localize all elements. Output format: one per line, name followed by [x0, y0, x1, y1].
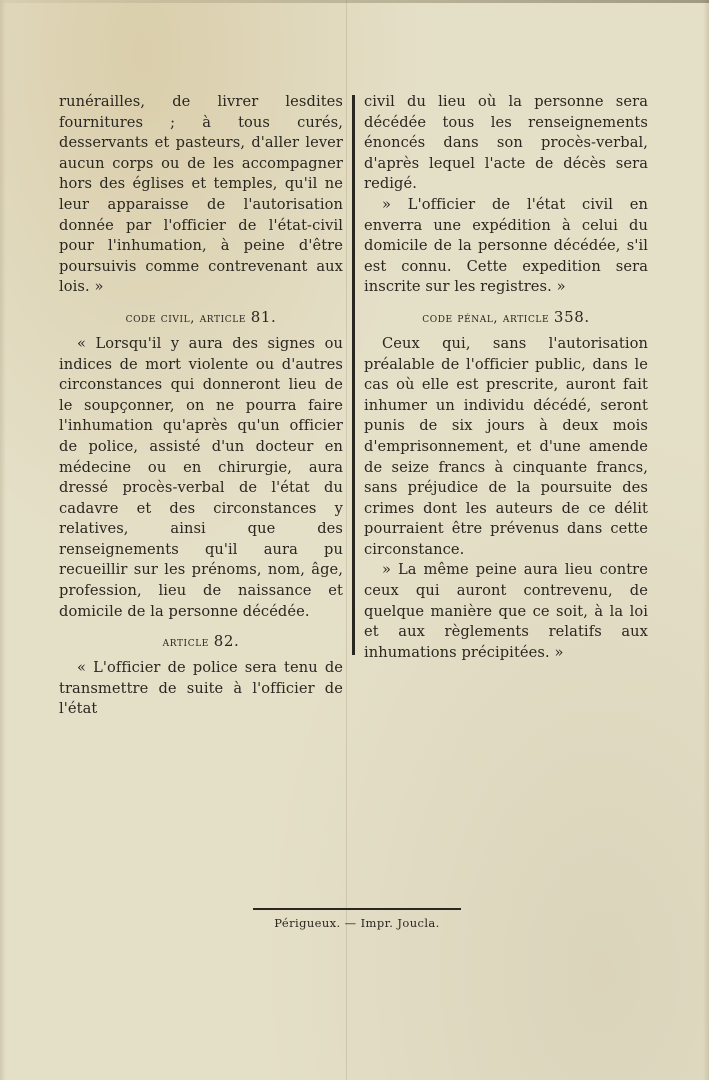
heading-article-82: [59, 632, 343, 652]
right-continued-paragraph: civil du lieu où la personne sera décédée tous les renseignements énoncés dans son procès-verbal, d'après lequel l'acte de décès sera redigé.: [364, 93, 648, 193]
left-column: [59, 92, 343, 720]
column-divider: [352, 95, 355, 655]
printer-imprint: Périgueux. — Impr. Joucla.: [274, 916, 440, 930]
heading-code-civil-article-81: [59, 308, 343, 328]
heading-358-number: 358.: [553, 307, 590, 326]
article-82-text: « L'officier de police sera tenu de transmettre de suite à l'officier de l'état: [59, 659, 343, 718]
page-top-edge: [0, 0, 709, 3]
left-continued-paragraph: runérailles, de livrer lesdites fournitures ; à tous curés, desservants et pasteurs, d'aller lever aucun corps ou de les accompagner hors des églises et temples, qu'il ne leur apparaisse de l'autorisation donnée par l'officier de l'état-civil pour l'inhumation, à peine d'être poursuivis comme contrevenant aux lois. »: [59, 93, 343, 296]
heading-82-label: article: [162, 635, 209, 651]
heading-81-label: code civil, article: [125, 310, 247, 326]
article-358-paragraph-2: » La même peine aura lieu contre ceux qui auront contrevenu, de quelque manière que ce soit, à la loi et aux règlements relatifs aux inhumations précipitées. »: [364, 561, 648, 661]
footer-rule: [253, 908, 461, 910]
right-column: [364, 92, 648, 663]
right-paragraph-2: » L'officier de l'état civil en enverra une expédition à celui du domicile de la personne décédée, s'il est connu. Cette expedition sera inscrite sur les registres. »: [364, 195, 648, 296]
heading-81-number: 81.: [250, 307, 277, 326]
article-358-text: Ceux qui, sans l'autorisation préalable de l'officier public, dans le cas où elle est prescrite, auront fait inhumer un individu décédé, seront punis de six jours à deux mois d'emprisonnement, et d'une amende de seize francs à cinquante francs, sans préjudice de la poursuite des crimes dont les auteurs de ce délit pourraient être prévenus dans cette circonstance.: [364, 334, 648, 558]
heading-358-label: code pénal, article: [422, 310, 550, 326]
heading-82-number: 82.: [213, 632, 240, 651]
heading-code-penal-article-358: [364, 308, 648, 328]
article-81-text: « Lorsqu'il y aura des signes ou indices de mort violente ou d'autres circonstances qui donneront lieu de le soupçonner, on ne pourra faire l'inhumation qu'après qu'un officier de police, assisté d'un docteur en médecine ou en chirurgie, aura dressé procès-verbal de l'état du cadavre et des circonstances y relatives, ainsi que des renseignements qu'il aura pu recueillir sur les prénoms, nom, âge, profession, lieu de naissance et domicile de la personne décédée.: [59, 334, 343, 620]
